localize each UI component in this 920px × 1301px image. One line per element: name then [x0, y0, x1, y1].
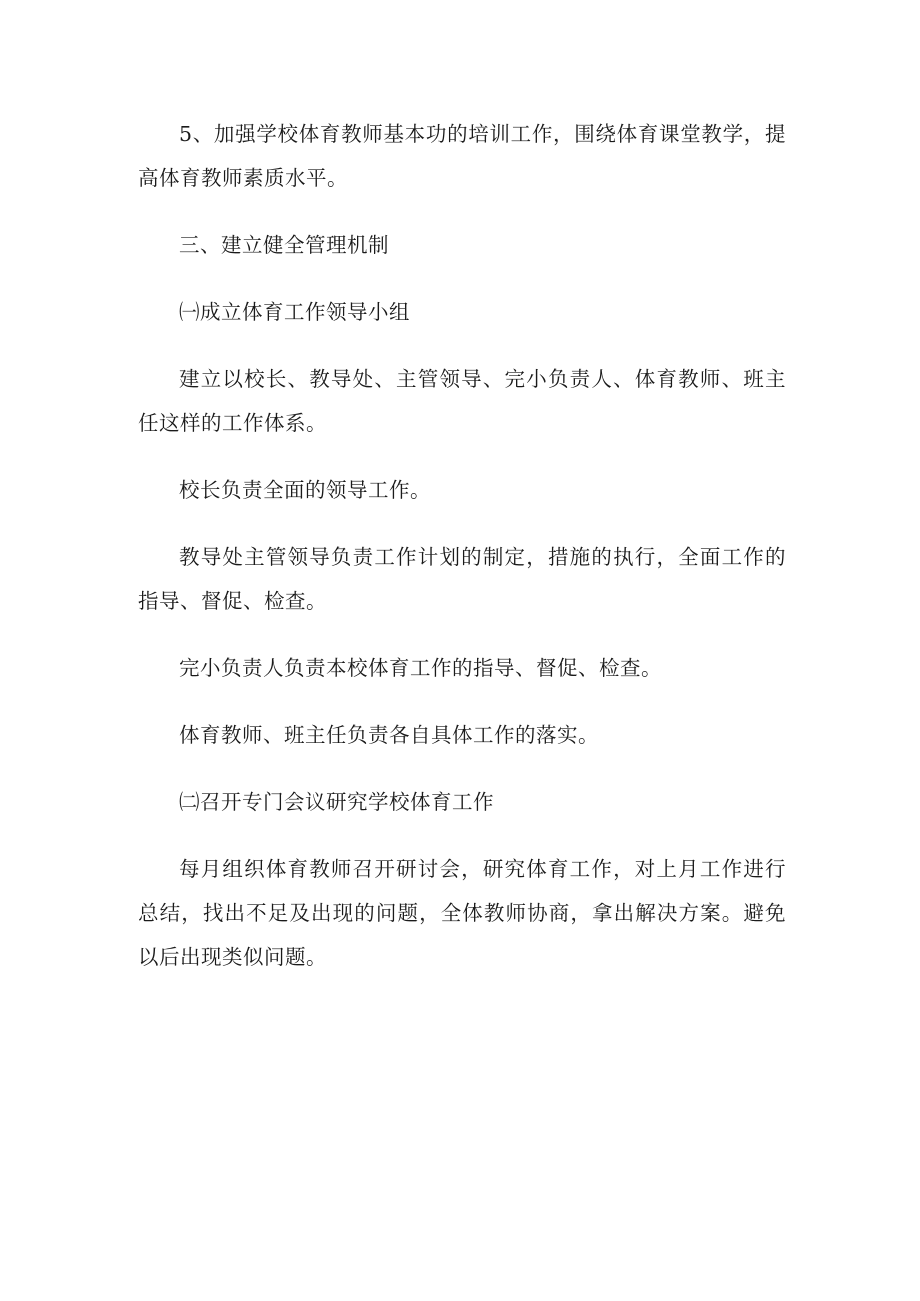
- paragraph-monthly-meeting: 每月组织体育教师召开研讨会，研究体育工作，对上月工作进行总结，找出不足及出现的问题，全体教师协商，拿出解决方案。避免以后出现类似问题。: [138, 857, 786, 969]
- paragraph-work-system: 建立以校长、教导处、主管领导、完小负责人、体育教师、班主任这样的工作体系。: [138, 367, 786, 435]
- document-body: [138, 112, 786, 1002]
- section-heading-management: 三、建立健全管理机制: [179, 233, 389, 257]
- paragraph-teacher-duty: 体育教师、班主任负责各自具体工作的落实。: [179, 723, 599, 747]
- paragraph-office-duty: 教导处主管领导负责工作计划的制定，措施的执行，全面工作的指导、督促、检查。: [138, 545, 786, 613]
- paragraph-school-lead-duty: 完小负责人负责本校体育工作的指导、督促、检查。: [179, 656, 662, 680]
- paragraph-training: 5、加强学校体育教师基本功的培训工作，围绕体育课堂教学，提高体育教师素质水平。: [138, 122, 786, 190]
- paragraph-principal-duty: 校长负责全面的领导工作。: [179, 478, 431, 502]
- subheading-leadership-group: ㈠成立体育工作领导小组: [179, 300, 410, 324]
- subheading-meetings: ㈡召开专门会议研究学校体育工作: [179, 790, 494, 814]
